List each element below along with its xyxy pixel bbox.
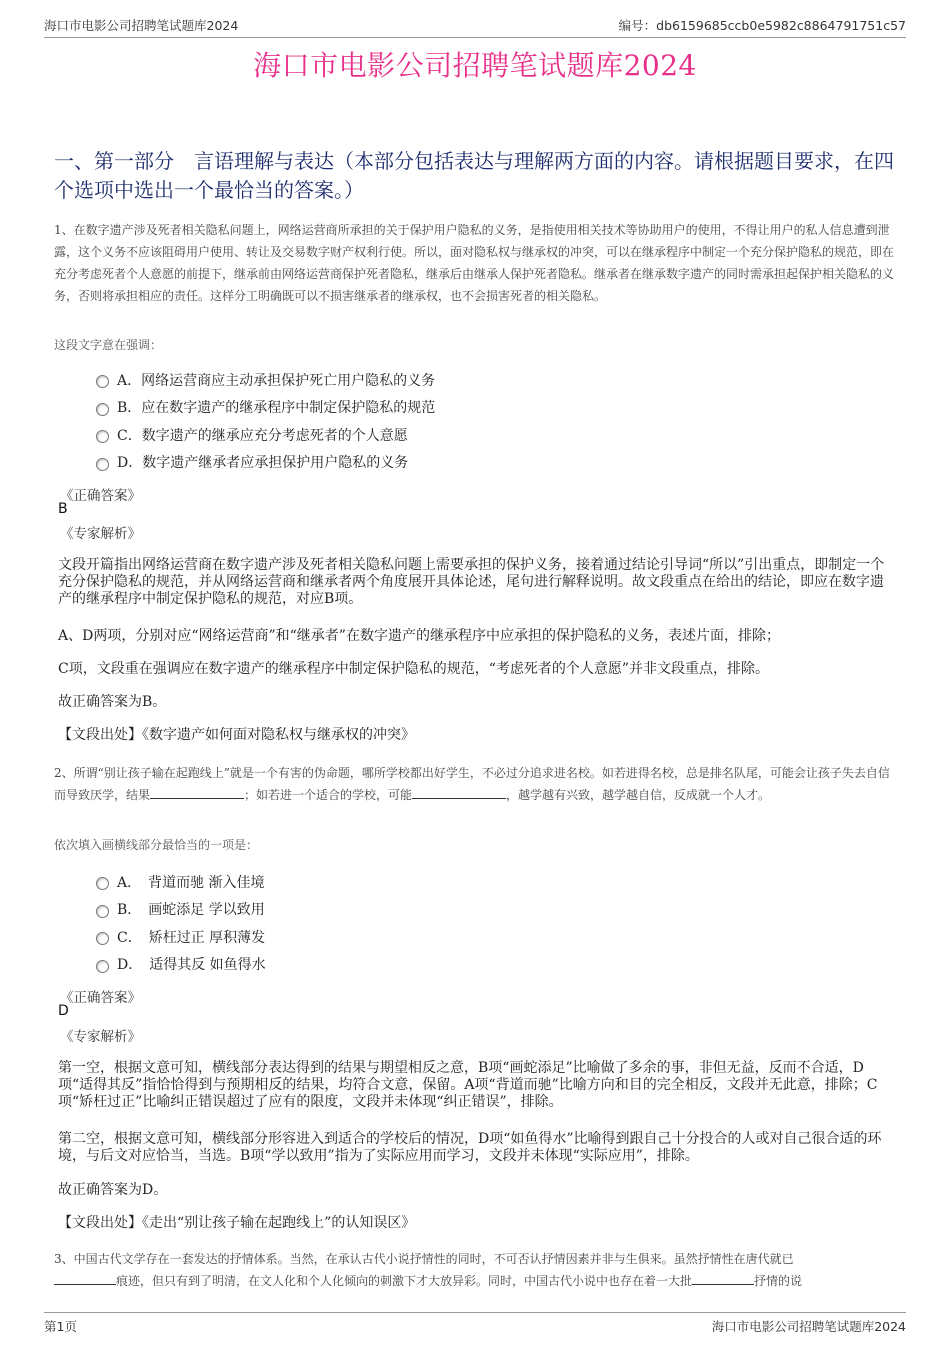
correct-answer: D xyxy=(58,1003,69,1019)
option-d[interactable]: D． 适得其反 如鱼得水 xyxy=(96,951,266,979)
radio-icon[interactable] xyxy=(96,430,109,443)
answer-label: 《正确答案》 xyxy=(60,990,141,1006)
question-2-options xyxy=(96,868,266,978)
analysis-paragraph: 文段开篇指出网络运营商在数字遗产涉及死者相关隐私问题上需要承担的保护义务，接着通过结论引导词“所以”引出重点，即制定一个充分保护隐私的规范，并从网络运营商和继承者两个角度展开具体论述，尾句进行解释说明。故文段重点在给出的结论，即应在数字遗产的继承程序中制定保护隐私的规范，对应B项。 xyxy=(58,557,885,607)
page-footer xyxy=(44,1312,906,1335)
option-b[interactable]: B．应在数字遗产的继承程序中制定保护隐私的规范 xyxy=(96,394,435,422)
header-doc-name: 海口市电影公司招聘笔试题库2024 xyxy=(44,18,239,33)
page-number: 第1页 xyxy=(44,1319,77,1334)
radio-icon[interactable] xyxy=(96,877,109,890)
analysis-conclusion: 故正确答案为D。 xyxy=(58,1182,168,1198)
analysis-paragraph: 第二空，根据文意可知，横线部分形容进入到适合的学校后的情况，D项“如鱼得水”比喻得到跟自己十分投合的人或对自己很合适的环境，与后文对应恰当，当选。B项“学以致用”指为了实际应用而学习，文段并未体现“实际应用”，排除。 xyxy=(58,1131,882,1164)
question-3-stem: 3、中国古代文学存在一套发达的抒情体系。当然，在承认古代小说抒情性的同时，不可否认抒情因素并非与生俱来。虽然抒情性在唐代就已 痕迹，但只有到了明清，在文人化和个人化倾向的刺激下才大放异彩。同时，中国古代小说中也存在着一大批 抒情的说 xyxy=(54,1252,803,1288)
analysis-label: 《专家解析》 xyxy=(60,1029,141,1045)
radio-icon[interactable] xyxy=(96,932,109,945)
analysis-paragraph: 第一空，根据文意可知，横线部分表达得到的结果与期望相反之意，B项“画蛇添足”比喻做了多余的事，非但无益，反而不合适，D项“适得其反”指恰恰得到与预期相反的结果，均符合文意，保留。A项“背道而驰”比喻方向和目的完全相反，文段并无此意，排除；C项“矫枉过正”比喻纠正错误超过了应有的限度，文段并未体现“纠正错误”，排除。 xyxy=(58,1060,878,1110)
option-a[interactable]: A． 背道而驰 渐入佳境 xyxy=(96,868,266,896)
question-2-prompt: 依次填入画横线部分最恰当的一项是： xyxy=(54,838,259,852)
page-header xyxy=(44,14,906,38)
question-1-stem: 1、在数字遗产涉及死者相关隐私问题上，网络运营商所承担的关于保护用户隐私的义务，是指使用相关技术等协助用户的使用，不得让用户的私人信息遭到泄露，这个义务不应该阻碍用户使用、转让及交易数字财产权利行使。所以，面对隐私权与继承权的冲突，可以在继承程序中制定一个充分保护隐私的规范，即在充分考虑死者个人意愿的前提下，继承前由网络运营商保护死者隐私，继承后由继承人保护死者隐私。继承者在继承数字遗产的同时需承担起保护相关隐私的义务，否则将承担相应的责任。这样分工明确既可以不损害继承者的继承权，也不会损害死者的相关隐私。 xyxy=(54,223,895,303)
document-title: 海口市电影公司招聘笔试题库2024 xyxy=(253,49,697,82)
footer-doc-name: 海口市电影公司招聘笔试题库2024 xyxy=(711,1319,906,1334)
analysis-label: 《专家解析》 xyxy=(60,526,141,542)
fill-blank xyxy=(54,1272,116,1285)
option-c[interactable]: C．数字遗产的继承应充分考虑死者的个人意愿 xyxy=(96,421,435,449)
radio-icon[interactable] xyxy=(96,960,109,973)
header-doc-id: 编号：db6159685ccb0e5982c8864791751c57 xyxy=(618,18,906,33)
option-c[interactable]: C． 矫枉过正 厚积薄发 xyxy=(96,923,266,951)
option-a[interactable]: A．网络运营商应主动承担保护死亡用户隐私的义务 xyxy=(96,366,435,394)
section-heading: 一、第一部分 言语理解与表达（本部分包括表达与理解两方面的内容。请根据题目要求，在四个选项中选出一个最恰当的答案。） xyxy=(54,149,894,202)
option-d[interactable]: D．数字遗产继承者应承担保护用户隐私的义务 xyxy=(96,449,435,477)
radio-icon[interactable] xyxy=(96,905,109,918)
answer-label: 《正确答案》 xyxy=(60,488,141,504)
radio-icon[interactable] xyxy=(96,375,109,388)
question-1-prompt: 这段文字意在强调： xyxy=(54,338,163,352)
radio-icon[interactable] xyxy=(96,458,109,471)
analysis-paragraph: C项，文段重在强调应在数字遗产的继承程序中制定保护隐私的规范，“考虑死者的个人意愿”并非文段重点，排除。 xyxy=(58,661,770,677)
correct-answer: B xyxy=(58,501,68,517)
option-b[interactable]: B． 画蛇添足 学以致用 xyxy=(96,896,266,924)
fill-blank xyxy=(692,1272,754,1285)
radio-icon[interactable] xyxy=(96,403,109,416)
question-2-stem: 2、所谓“别让孩子输在起跑线上”就是一个有害的伪命题，哪所学校都出好学生，不必过分追求进名校。如若进得名校，总是排名队尾，可能会让孩子失去自信而导致厌学，结果 ；如若进一个适合的学校，可能 ，越学越有兴致，越学越自信，反成就一个人才。 xyxy=(54,766,890,802)
source-citation: 【文段出处】《走出“别让孩子输在起跑线上”的认知误区》 xyxy=(58,1215,416,1231)
fill-blank xyxy=(150,786,244,799)
fill-blank xyxy=(412,786,506,799)
analysis-paragraph: A、D两项，分别对应“网络运营商”和“继承者”在数字遗产的继承程序中应承担的保护隐私的义务，表述片面，排除； xyxy=(58,628,780,644)
source-citation: 【文段出处】《数字遗产如何面对隐私权与继承权的冲突》 xyxy=(58,727,415,743)
analysis-conclusion: 故正确答案为B。 xyxy=(58,694,167,710)
question-1-options xyxy=(96,366,435,476)
